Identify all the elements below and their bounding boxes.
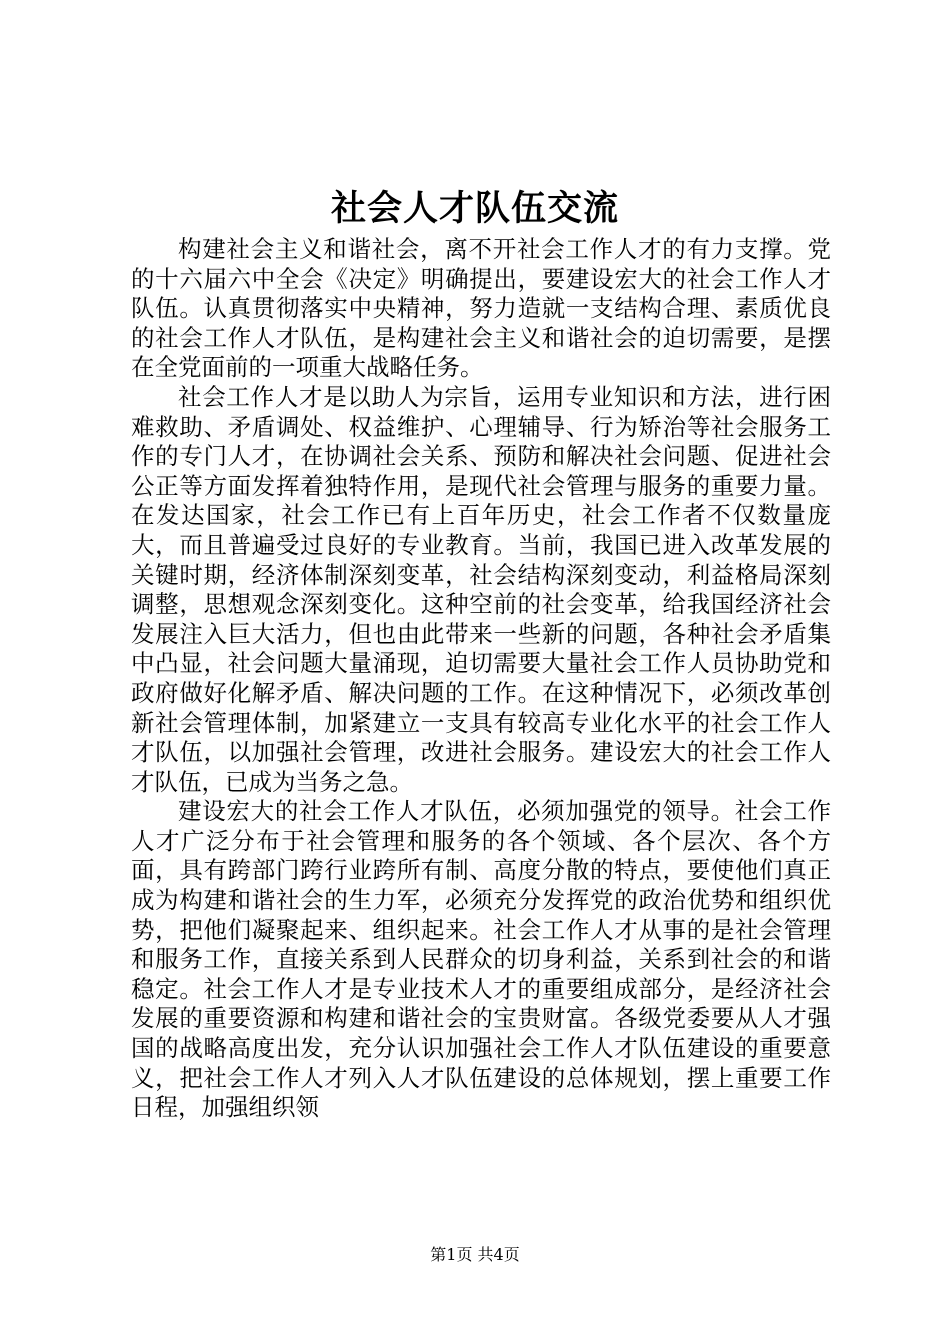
page-number: 第1页 [430,1245,473,1264]
paragraph-3: 建设宏大的社会工作人才队伍，必须加强党的领导。社会工作人才广泛分布于社会管理和服务的各个领域、各个层次、各个方面，具有跨部门跨行业跨所有制、高度分散的特点，要使他们真正成为构建和谐社会的生力军，必须充分发挥党的政治优势和组织优势，把他们凝聚起来、组织起来。社会工作人才从事的是社会管理和服务工作，直接关系到人民群众的切身利益，关系到社会的和谐稳定。社会工作人才是专业技术人才的重要组成部分，是经济社会发展的重要资源和构建和谐社会的宝贵财富。各级党委要从人才强国的战略高度出发，充分认识加强社会工作人才队伍建设的重要意义，把社会工作人才列入人才队伍建设的总体规划，摆上重要工作日程，加强组织领 [131,797,831,1122]
document-title: 社会人才队伍交流 [330,188,619,229]
paragraph-2: 社会工作人才是以助人为宗旨，运用专业知识和方法，进行困难救助、矛盾调处、权益维护、心理辅导、行为矫治等社会服务工作的专门人才，在协调社会关系、预防和解决社会问题、促进社会公正等方面发挥着独特作用，是现代社会管理与服务的重要力量。在发达国家，社会工作已有上百年历史，社会工作者不仅数量庞大，而且普遍受过良好的专业教育。当前，我国已进入改革发展的关键时期，经济体制深刻变革，社会结构深刻变动，利益格局深刻调整，思想观念深刻变化。这种空前的社会变革，给我国经济社会发展注入巨大活力，但也由此带来一些新的问题，各种社会矛盾集中凸显，社会问题大量涌现，迫切需要大量社会工作人员协助党和政府做好化解矛盾、解决问题的工作。在这种情况下，必须改革创新社会管理体制，加紧建立一支具有较高专业化水平的社会工作人才队伍，以加强社会管理，改进社会服务。建设宏大的社会工作人才队伍，已成为当务之急。 [131,382,831,796]
page-footer [0,1244,950,1266]
paragraph-1: 构建社会主义和谐社会，离不开社会工作人才的有力支撑。党的十六届六中全会《决定》明确提出，要建设宏大的社会工作人才队伍。认真贯彻落实中央精神，努力造就一支结构合理、素质优良的社会工作人才队伍，是构建社会主义和谐社会的迫切需要，是摆在全党面前的一项重大战略任务。 [131,235,831,382]
page-total: 共4页 [477,1245,520,1264]
document-body [131,235,831,1123]
